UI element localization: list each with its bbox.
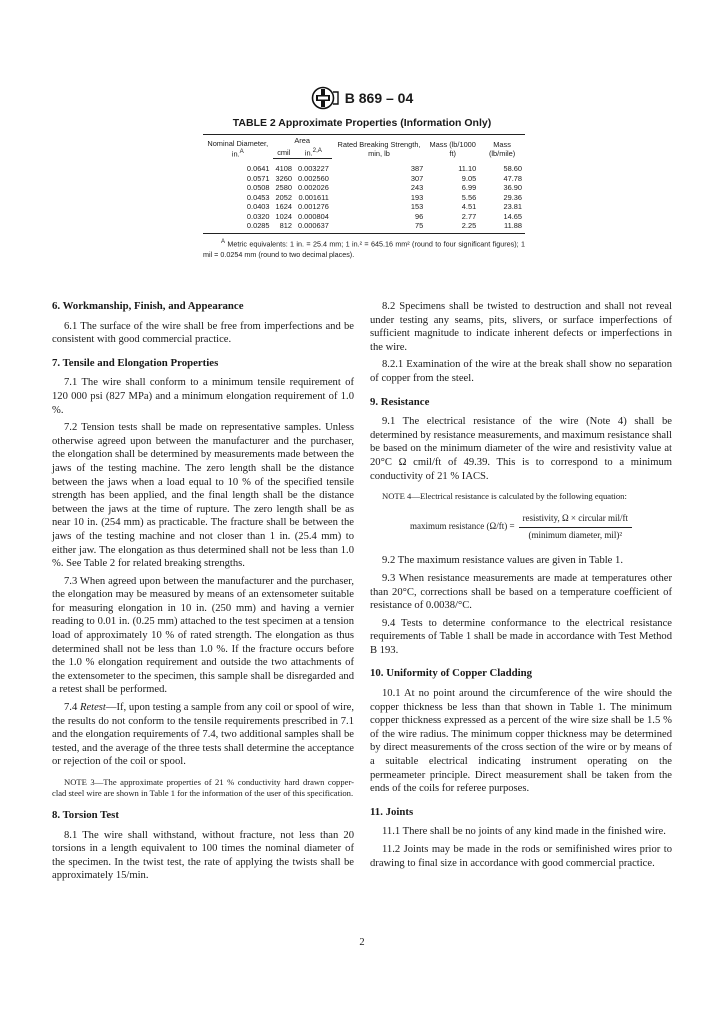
table-cell: 58.60	[503, 164, 522, 174]
table-cell: 29.36	[503, 192, 522, 202]
paragraph-9-4: 9.4 Tests to determine conformance to the electrical resistance requirements of Table 1 shall be made in accordance with Test Method B 193.	[370, 617, 672, 656]
table-cell: 1024	[275, 211, 292, 221]
section-7-heading: 7. Tensile and Elongation Properties	[52, 356, 219, 369]
table-row	[203, 159, 525, 174]
astm-logo-icon	[311, 86, 339, 110]
formula-denominator: (minimum diameter, mil)²	[528, 529, 623, 540]
section-6-heading: 6. Workmanship, Finish, and Appearance	[52, 300, 244, 312]
table-cell: 2052	[275, 192, 292, 202]
table-cell: 4108	[275, 164, 292, 174]
table-cell: 11.88	[479, 221, 525, 234]
right-column	[370, 300, 672, 874]
paragraph-7-4: 7.4 Retest—If, upon testing a sample from any coil or spool of wire, the results do not conform to the tensile requirements prescribed in 7.1 and the elongation requirements of 7.4, two additional samples shall be tested, and the average of the three tests shall determine the acceptance or rejection of the coil or spool.	[52, 702, 355, 768]
table-cell: 14.65	[503, 211, 522, 221]
header-mass-per-mile: Mass (lb/mile)	[479, 135, 525, 159]
table-cell: 0.0453	[246, 192, 270, 202]
table-row	[203, 174, 525, 183]
table-cell: 0.0641	[246, 164, 270, 174]
table-cell: 0.001276	[297, 202, 329, 212]
table-row	[203, 212, 525, 221]
table-footnote: $^A$ Metric equivalents: 1 in. = 25.4 mm; 1 in.² = 645.16 mm² (round to four significant figures); 1 mil = 0.0254 mm (round to two decimal places).	[203, 239, 525, 259]
table-cell: 3260	[275, 173, 292, 183]
table-cell: 0.002560	[297, 173, 329, 183]
table-cell: 0.002026	[297, 183, 329, 193]
section-8-heading: 8. Torsion Test	[52, 809, 119, 821]
table-cell: 9.05	[461, 173, 477, 183]
table-cell: 0.000637	[295, 221, 332, 234]
table-row	[203, 221, 525, 234]
table-cell: 1624	[275, 202, 292, 212]
page-number: 2	[359, 937, 365, 948]
section-10-heading: 10. Uniformity of Copper Cladding	[370, 667, 533, 680]
table-cell: 2.25	[426, 221, 479, 234]
paragraph-10-1: 10.1 At no point around the circumference of the wire should the copper thickness be less than that shown in Table 1. The minimum copper thickness expressed as a percent of the wire size shall be 1.5 % of the wire radius. The minimum copper thickness may be determined by direct measurements of the cross section of the wire or by means of a suitable electrical indicating instrument operating on the permeameter principle. Direct measurement shall be taken from the ends of the coils for referee purposes.	[370, 688, 672, 795]
table-row	[203, 183, 525, 192]
section-11-heading: 11. Joints	[370, 805, 414, 818]
table-cell: 11.10	[458, 164, 477, 174]
table-cell: 0.0403	[246, 202, 270, 212]
table-title: TABLE 2 Approximate Properties (Information Only)	[232, 117, 492, 129]
table-cell: 307	[410, 173, 424, 183]
paragraph-11-1: 11.1 There shall be no joints of any kind made in the finished wire.	[382, 826, 666, 838]
table-cell: 0.000804	[297, 211, 329, 221]
paragraph-9-2: 9.2 The maximum resistance values are given in Table 1.	[382, 555, 623, 567]
header-nominal-diameter: Nominal Diameter, in.$^A$	[203, 135, 273, 159]
page-header	[0, 86, 724, 110]
table-cell: 193	[410, 192, 424, 202]
note-4: NOTE 4—Electrical resistance is calculated by the following equation:	[382, 491, 627, 502]
table-cell: 243	[410, 183, 424, 193]
table-cell: 0.0320	[246, 211, 270, 221]
paragraph-7-2: 7.2 Tension tests shall be made on representative samples. Unless otherwise agreed upon between the manufacturer and the purchaser, the elongation shall be determined by measurements made between the jaws of the testing machine. The zero length shall be the distance between the jaws when a load equal to 10 % of the specified tensile strength has been applied, and the final length shall be the distance between the jaws at the time of rupture. The zero length shall be as near 10 in. (254 mm) as practicable. The fracture shall be between the jaws of the testing machine and not closer than 1 in. (25.4 mm) to either jaw. The elongation as thus determined shall not be less than 1.0 %. See Table 2 for related breaking strengths.	[52, 422, 354, 570]
table-row	[203, 193, 525, 202]
table-cell: 47.78	[503, 173, 522, 183]
header-in2: in.$^{2,A}$	[295, 146, 332, 159]
paragraph-8-1: 8.1 The wire shall withstand, without fracture, not less than 20 torsions in a length equivalent to 100 times the nominal diameter of the specimen. In the twist test, the rate of applying the twists shall be approximately 15/min.	[52, 829, 354, 882]
header-area: Area	[273, 135, 332, 147]
table-cell: 23.81	[503, 202, 522, 212]
table-cell: 387	[410, 164, 424, 174]
table-cell: 96	[414, 211, 424, 221]
left-column	[52, 300, 354, 887]
table-cell: 0.001611	[298, 192, 329, 202]
section-9-heading: 9. Resistance	[370, 395, 430, 408]
table-cell: 75	[332, 221, 426, 234]
table-cell: 5.56	[461, 192, 477, 202]
resistance-formula	[370, 512, 672, 542]
header-mass-per-1000ft: Mass (lb/1000 ft)	[426, 135, 479, 159]
table-cell: 6.99	[461, 183, 477, 193]
paragraph-7-3: 7.3 When agreed upon between the manufacturer and the purchaser, the elongation may be measured by means of an extensometer suitable for measuring elongation in 10 in. (250 mm) and having a vernier reading to 0.01 in. (0.25 mm) attached to the test specimen at a tension load of approximately 10 % of rated strength. The elongation as thus determined shall not be less than 1.0 %. If the fracture occurs before the 1.0 % elongation requirement and outside the two attachments of the extensometer to the specimen, this sample shall be disregarded and a retest shall be performed.	[52, 575, 354, 696]
note-3: NOTE 3—The approximate properties of 21 % conductivity hard drawn copper-clad steel wire are shown in Table 1 for the information of the user of this specification.	[52, 777, 354, 798]
paragraph-6-1: 6.1 The surface of the wire shall be free from imperfections and be consistent with good commercial practice.	[52, 320, 354, 346]
table-cell: 0.003227	[297, 164, 329, 174]
paragraph-7-1: 7.1 The wire shall conform to a minimum tensile requirement of 120 000 psi (827 MPa) and a minimum elongation requirement of 1.0 %.	[52, 377, 354, 416]
paragraph-8-2: 8.2 Specimens shall be twisted to destruction and shall not reveal under testing any seams, pits, slivers, or surface imperfections of sufficient magnitude to indicate inherent defects or imperfections in the wire.	[370, 301, 672, 353]
header-cmil: cmil	[273, 146, 295, 159]
formula-numerator: resistivity, Ω × circular mil/ft	[519, 512, 632, 528]
paragraph-11-2: 11.2 Joints may be made in the rods or semifinished wires prior to drawing to final size in accordance with good commercial practice.	[370, 844, 672, 869]
table-cell: 0.0571	[246, 173, 270, 183]
table-cell: 812	[273, 221, 295, 234]
table-row	[203, 202, 525, 211]
paragraph-8-2-1: 8.2.1 Examination of the wire at the break shall show no separation of copper from the steel.	[370, 359, 672, 384]
standard-designation: B 869 – 04	[344, 90, 414, 106]
properties-table	[203, 134, 525, 260]
table-cell: 2.77	[461, 211, 477, 221]
table-cell: 153	[410, 202, 424, 212]
header-rated-breaking-strength: Rated Breaking Strength, min, lb	[332, 135, 426, 159]
paragraph-9-1: 9.1 The electrical resistance of the wire (Note 4) shall be determined by resistance measurements, and maximum resistance shall be based on the minimum diameter of the wire and resistivity value at 20°C Ω cmil/ft of 49.39. This is to correspond to a minimum conductivity of 21 % IACS.	[370, 416, 672, 482]
table-cell: 36.90	[503, 183, 522, 193]
table-cell: 0.0508	[246, 183, 270, 193]
table-cell: 2580	[275, 183, 292, 193]
paragraph-9-3: 9.3 When resistance measurements are made at temperatures other than 20°C, corrections shall be based on a temperature coefficient of resistance of 0.0038/°C.	[370, 572, 672, 612]
table-cell: 0.0285	[203, 221, 273, 234]
table-cell: 4.51	[461, 202, 477, 212]
formula-lhs: maximum resistance (Ω/ft) =	[410, 521, 515, 532]
